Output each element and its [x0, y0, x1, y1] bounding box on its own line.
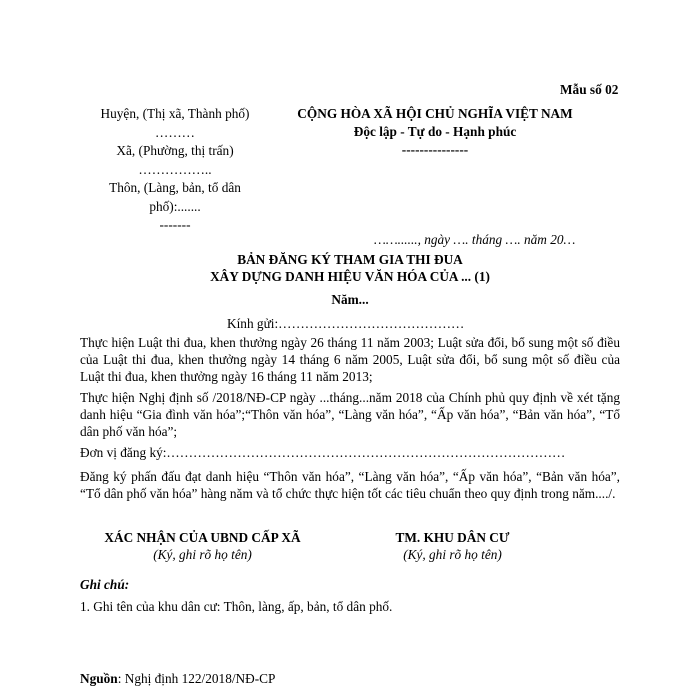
document-year: Năm... — [331, 292, 369, 307]
residential-area-title: TM. KHU DÂN CƯ — [395, 530, 510, 545]
district-line: Huyện, (Thị xã, Thành phố) — [100, 106, 250, 121]
document-title-line1: BẢN ĐĂNG KÝ THAM GIA THI ĐUA — [237, 252, 463, 267]
form-number: Mẫu số 02 — [560, 82, 619, 97]
commune-signature-note: (Ký, ghi rõ họ tên) — [153, 547, 252, 562]
village-line: Thôn, (Làng, bản, tổ dân — [109, 180, 241, 195]
registering-unit-line: Đơn vị đăng ký:……………………………………………………………………………… — [80, 445, 566, 460]
date-line: ……......, ngày …. tháng …. năm 20… — [374, 232, 576, 247]
body-paragraph-1: Thực hiện Luật thi đua, khen thưởng ngày 26 tháng 11 năm 2003; Luật sửa đổi, bổ sung một số điều của Luật thi đua, khen thưởng ngày 14 tháng 6 năm 2005, Luật sửa đổi, bổ sung một số điều của Luật thi đua, khen thưởng ngày 16 tháng 11 năm 2013; — [80, 335, 620, 384]
district-dots: ……… — [155, 124, 195, 140]
commune-confirmation-title: XÁC NHẬN CỦA UBND CẤP XÃ — [104, 530, 301, 545]
local-authority-header — [80, 105, 270, 235]
body-paragraph-4: Đăng ký phấn đấu đạt danh hiệu “Thôn văn hóa”, “Làng văn hóa”, “Ấp văn hóa”, “Bản văn hóa”, “Tổ dân phố văn hóa” hàng năm và tổ chức thực hiện tốt các tiêu chuẩn theo quy định trong năm..../. — [80, 469, 620, 501]
motto: Độc lập - Tự do - Hạnh phúc — [353, 124, 517, 139]
header-rule-left: ------- — [159, 217, 191, 232]
body-paragraph-2: Thực hiện Nghị định số /2018/NĐ-CP ngày ...tháng...năm 2018 của Chính phủ quy định về xét tặng danh hiệu “Gia đình văn hóa”;“Thôn văn hóa”, “Làng văn hóa”, “Ấp văn hóa”, “Bản văn hóa”, “Tổ dân phố văn hóa”; — [80, 390, 620, 439]
document-title-line2: XÂY DỰNG DANH HIỆU VĂN HÓA CỦA ... (1) — [210, 269, 490, 284]
source-label: Nguồn — [80, 671, 118, 686]
commune-line: Xã, (Phường, thị trấn) — [116, 143, 234, 158]
addressee-line: Kính gửi:…………………………………… — [227, 316, 465, 331]
commune-dots: …………….. — [138, 161, 212, 177]
residential-area-block — [370, 529, 535, 563]
header-rule-right: --------------- — [401, 142, 469, 157]
national-header — [275, 105, 595, 159]
residential-signature-note: (Ký, ghi rõ họ tên) — [403, 547, 502, 562]
note-item-1: 1. Ghi tên của khu dân cư: Thôn, làng, ấp, bản, tổ dân phố. — [80, 599, 393, 614]
commune-confirmation-block — [80, 529, 325, 563]
village-line-cont: phố):....... — [149, 198, 201, 214]
country-name: CỘNG HÒA XÃ HỘI CHỦ NGHĨA VIỆT NAM — [297, 106, 573, 121]
source-line — [80, 670, 275, 687]
source-text: : Nghị định 122/2018/NĐ-CP — [117, 671, 276, 686]
notes-heading: Ghi chú: — [80, 577, 130, 592]
